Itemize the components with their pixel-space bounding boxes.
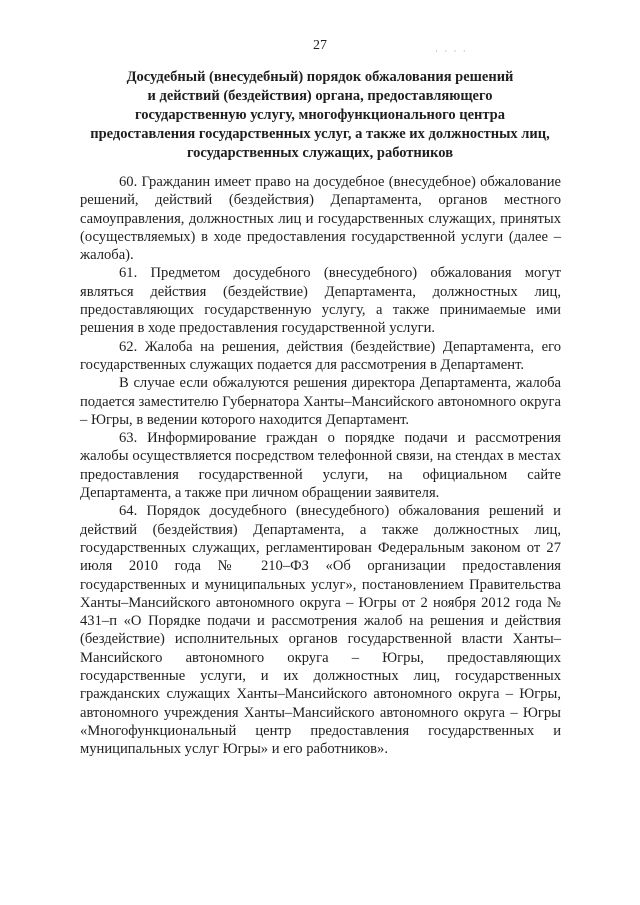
paragraph-64: 64. Порядок досудебного (внесудебного) обжалования решений и действий (бездействия) Департамента, а также должностных лиц, государственных служащих, регламентирован Федеральным законом от 27 июля 2010 года № 210–ФЗ «Об организации предоставления государственных и муниципальных услуг», постановлением Правительства Ханты–Мансийского автономного округа – Югры от 2 ноября 2012 года № 431–п «О Порядке подачи и рассмотрения жалоб на решения и действия (бездействие) исполнительных органов государственной власти Ханты–Мансийского автономного округа – Югры, предоставляющих государственные услуги, и их должностных лиц, государственных гражданских служащих Ханты–Мансийского автономного округа – Югры, автономного учреждения Ханты–Мансийского автономного округа – Югры «Многофункциональный центр предоставления государственных и муниципальных услуг Югры» и его работников».: [80, 503, 561, 758]
section-heading: [78, 68, 562, 163]
heading-line: Досудебный (внесудебный) порядок обжалования решений: [126, 69, 514, 85]
paragraph-60: 60. Гражданин имеет право на досудебное (внесудебное) обжалование решений, действий (бездействия) Департамента, органов местного самоуправления, должностных лиц и государственных служащих, принятых (осуществляемых) в ходе предоставления государственной услуги (далее – жалоба).: [80, 174, 561, 264]
heading-line: государственных служащих, работников: [186, 145, 454, 161]
paragraph-62-continued: В случае если обжалуются решения директора Департамента, жалоба подается заместителю Губернатора Ханты–Мансийского автономного округа – Югры, в ведении которого находится Департамент.: [80, 375, 561, 428]
paragraph-61: 61. Предметом досудебного (внесудебного) обжалования могут являться действия (бездействие) Департамента, должностных лиц, предоставляющих государственную услугу, а также принимаемые ими решения в ходе предоставления государственной услуги.: [80, 265, 561, 337]
paragraph-62: 62. Жалоба на решения, действия (бездействие) Департамента, его государственных служащих подается для рассмотрения в Департамент.: [80, 338, 561, 373]
scan-artifact: · · · ·: [435, 46, 468, 56]
heading-line: государственную услугу, многофункционального центра: [135, 107, 505, 123]
document-body: [80, 173, 561, 759]
paragraph-63: 63. Информирование граждан о порядке подачи и рассмотрения жалобы осуществляется посредством телефонной связи, на стендах в местах предоставления государственной услуги, на официальном сайте Департамента, а также при личном обращении заявителя.: [80, 430, 561, 502]
heading-line: и действий (бездействия) органа, предоставляющего: [147, 88, 493, 104]
heading-line: предоставления государственных услуг, а также их должностных лиц,: [90, 126, 550, 142]
page-number: 27: [313, 38, 327, 53]
